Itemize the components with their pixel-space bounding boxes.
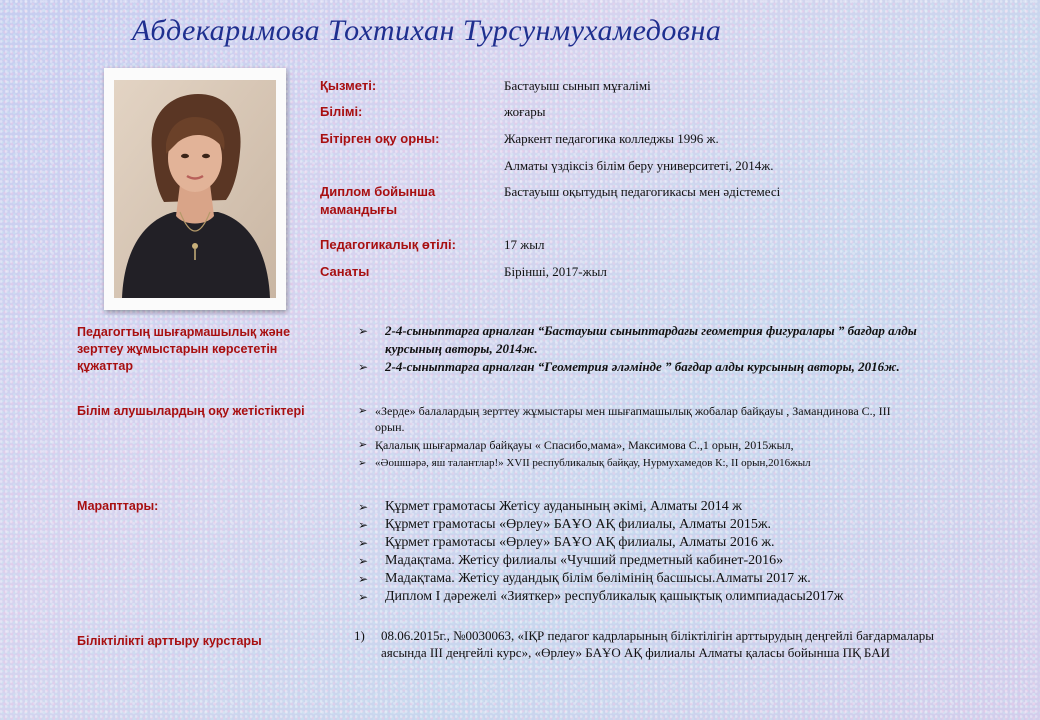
label-experience: Педагогикалық өтілі: (320, 237, 456, 252)
page-title: Абдекаримова Тохтихан Турсунмухамедовна (132, 14, 722, 47)
value-category: Бірінші, 2017-жыл (504, 264, 607, 279)
label-graduated: Бітірген оқу орны: (320, 131, 440, 146)
list-item: ➢ Мадақтама. Жетісу филиалы «Чучший предметный кабинет-2016» (358, 553, 784, 568)
label-education: Білімі: (320, 104, 363, 119)
arrow-bullet-icon: ➢ (358, 458, 367, 469)
list-item: ➢ Мадақтама. Жетісу аудандық білім бөлімінің басшысы.Алматы 2017 ж. (358, 571, 811, 586)
arrow-bullet-icon: ➢ (358, 360, 369, 374)
arrow-bullet-icon: ➢ (358, 590, 369, 604)
arrow-bullet-icon: ➢ (358, 324, 369, 338)
list-item: ➢ Құрмет грамотасы Жетісу ауданының әкімі, Алматы 2014 ж (358, 499, 742, 514)
arrow-bullet-icon: ➢ (358, 554, 369, 568)
value-graduated-1: Жаркент педагогика колледжы 1996 ж. (504, 131, 719, 146)
label-position: Қызметі: (320, 78, 377, 93)
section-creative-label: Педагогтың шығармашылық және зерттеу жұмыстарын көрсететін құжаттар (77, 325, 291, 373)
value-graduated-2: Алматы үздіксіз білім беру университеті, 2014ж. (504, 158, 774, 173)
list-item: ➢ Қалалық шығармалар байқауы « Спасибо,мама», Максимова С.,1 орын, 2015жыл, (358, 438, 794, 452)
section-creative-list (358, 322, 968, 376)
list-number: 1) (354, 628, 365, 643)
section-courses-label: Біліктілікті арттыру курстары (77, 634, 262, 648)
label-diploma-specialty: Диплом бойынша мамандығы (320, 184, 436, 217)
value-experience: 17 жыл (504, 237, 545, 252)
list-item: ➢ Құрмет грамотасы «Өрлеу» БАҰО АҚ филиалы, Алматы 2015ж. (358, 517, 772, 532)
label-category: Санаты (320, 264, 370, 279)
section-students-list (358, 403, 918, 471)
arrow-bullet-icon: ➢ (358, 518, 369, 532)
portrait-frame (104, 68, 286, 310)
section-students-label: Білім алушылардың оқу жетістіктері (77, 404, 305, 418)
list-item: ➢ «Әошшәрә, яш талантлар!» XVII республикалық байқау, Нурмухамедов К:, ІІ орын,2016жыл (358, 457, 811, 469)
list-item: 1) 08.06.2015г., №0030063, «ІҚР педагог кадрларының біліктілігін арттырудың деңгейлі бағдармалары аясында ІІІ деңгейлі курс», «Өрлеу» БАҰО АҚ филиалы Алматы қаласы бойынша ПҚ БАИ (354, 628, 935, 660)
arrow-bullet-icon: ➢ (358, 572, 369, 586)
arrow-bullet-icon: ➢ (358, 500, 369, 514)
list-item: ➢ Құрмет грамотасы «Өрлеу» БАҰО АҚ филиалы, Алматы 2016 ж. (358, 535, 775, 550)
list-item: ➢ «Зерде» балалардың зерттеу жұмыстары мен шығапмашылық жобалар байқауы , Замандинова С., ІІІ орын. (358, 404, 891, 434)
list-item: ➢ Диплом І дәрежелі «Зияткер» республикалық қашықтық олимпиадасы2017ж (358, 589, 844, 604)
section-awards-list (358, 498, 998, 606)
value-diploma-specialty: Бастауыш оқытудың педагогикасы мен әдістемесі (504, 184, 781, 199)
section-awards-label: Марапттары: (77, 499, 159, 513)
value-education: жоғары (504, 104, 546, 119)
arrow-bullet-icon: ➢ (358, 536, 369, 550)
value-position: Бастауыш сынып мұғалімі (504, 78, 651, 93)
arrow-bullet-icon: ➢ (358, 404, 368, 417)
list-item: ➢ 2-4-сыныптарға арналған “Геометрия әләмінде ” бағдар алды курсының авторы, 2016ж. (358, 359, 900, 374)
portrait-photo (114, 80, 276, 298)
arrow-bullet-icon: ➢ (358, 438, 368, 451)
list-item: ➢ 2-4-сыныптарға арналған “Бастауыш сыныптардағы геометрия фигуралары ” бағдар алды курсының авторы, 2014ж. (358, 323, 917, 356)
section-courses-list (354, 627, 954, 661)
